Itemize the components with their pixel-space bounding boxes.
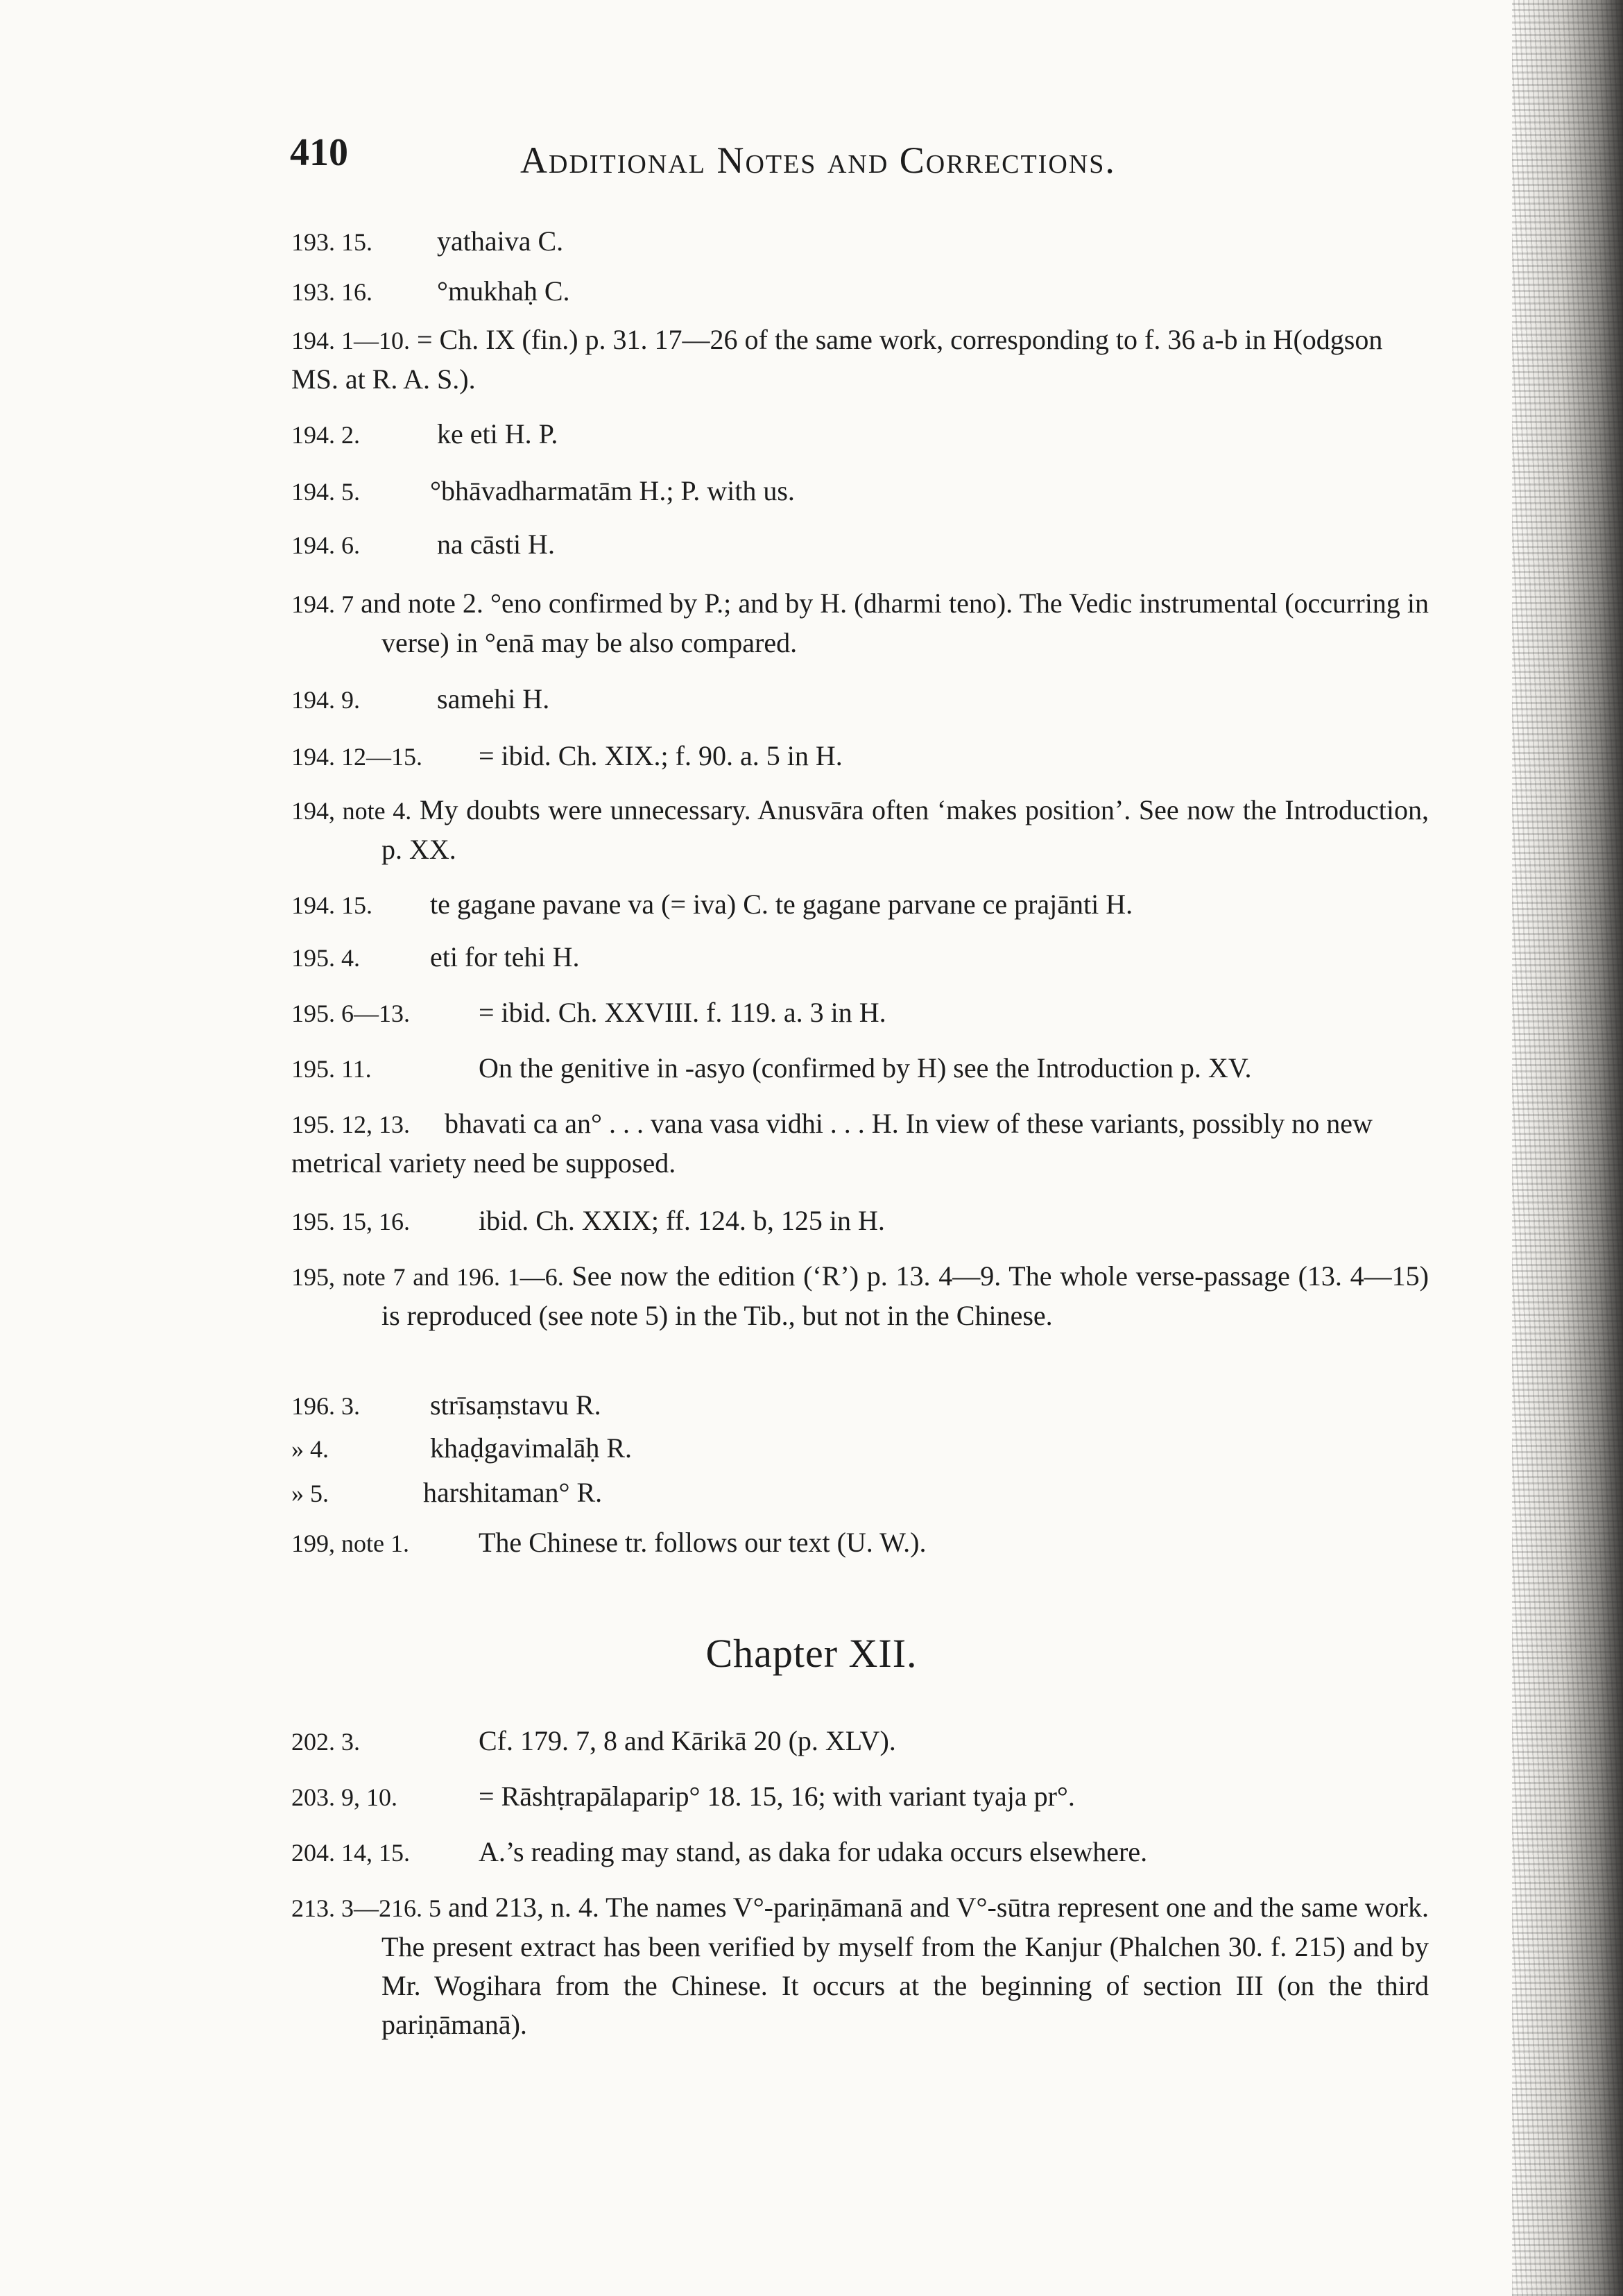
note-text: The Chinese tr. follows our text (U. W.). <box>479 1527 927 1558</box>
note-ref: 204. 14, 15. <box>291 1839 410 1867</box>
note-text: = ibid. Ch. XXVIII. f. 119. a. 3 in H. <box>479 997 886 1028</box>
note-entry <box>291 1722 1429 1761</box>
note-text: khaḍgavimalāḥ R. <box>430 1432 633 1464</box>
note-ref: 196. 3. <box>291 1392 360 1420</box>
note-ref: 194, note 4. <box>291 797 412 825</box>
note-ref: 193. 16. <box>291 278 372 306</box>
note-text: °bhāvadharmatām H.; P. with us. <box>430 475 795 506</box>
note-entry <box>291 1888 1429 2044</box>
note-entry <box>291 1386 1429 1425</box>
note-ref: 195. 4. <box>291 944 360 972</box>
note-text: ke eti H. P. <box>437 418 558 449</box>
note-entry <box>291 1777 1429 1817</box>
note-entry <box>291 938 1429 977</box>
note-entry <box>291 737 1429 776</box>
note-text: samehi H. <box>437 683 550 714</box>
note-text: ibid. Ch. XXIX; ff. 124. b, 125 in H. <box>479 1205 885 1236</box>
note-text: bhavati ca an° . . . vana vasa vidhi . . . H. In view of these variants, possibly no new metrical variety need be supposed. <box>291 1108 1373 1179</box>
note-entry <box>291 472 1429 511</box>
note-ref: 194. 9. <box>291 686 360 714</box>
note-text: na cāsti H. <box>437 529 555 560</box>
note-entry <box>291 1104 1429 1183</box>
note-text: and note 2. °eno confirmed by P.; and by H. (dharmi teno). The Vedic instrumental (occurring in verse) in °enā may be also compared. <box>361 588 1429 658</box>
note-text: Cf. 179. 7, 8 and Kārikā 20 (p. XLV). <box>479 1725 896 1756</box>
note-entry <box>291 1201 1429 1241</box>
note-text: te gagane pavane va (= iva) C. te gagane parvane ce prajānti H. <box>430 889 1133 920</box>
note-text: = Ch. IX (fin.) p. 31. 17—26 of the same work, corresponding to f. 36 a-b in H(odgson MS. at R. A. S.). <box>291 324 1383 395</box>
note-ref: 194. 1—10. <box>291 327 410 354</box>
note-entry <box>291 1429 1429 1468</box>
note-entry <box>291 993 1429 1033</box>
note-ref: 194. 5. <box>291 478 360 506</box>
note-entry <box>291 791 1429 869</box>
note-text: strīsaṃstavu R. <box>430 1389 601 1421</box>
note-text: °mukhaḥ C. <box>437 275 570 307</box>
note-ref: 195. 6—13. <box>291 1000 410 1027</box>
note-entry <box>291 1523 1429 1563</box>
note-text: = ibid. Ch. XIX.; f. 90. a. 5 in H. <box>479 740 843 771</box>
note-entry <box>291 1257 1429 1335</box>
note-text: harshitaman° R. <box>423 1477 603 1508</box>
note-ref: 199, note 1. <box>291 1530 409 1557</box>
note-text: See now the edition (‘R’) p. 13. 4—9. The whole verse-passage (13. 4—15) is reproduced (see note 5) in the Tib., but not in the Chinese. <box>381 1260 1429 1331</box>
note-text: and 213, n. 4. The names V°-pariṇāmanā and V°-sūtra represent one and the same work. The present extract has been verified by myself from the Kanjur (Phalchen 30. f. 215) and by Mr. Wogihara from the Chinese. It occurs at the beginning of section III (on the third pariṇāmanā). <box>381 1892 1429 2040</box>
note-ref: 193. 15. <box>291 228 372 256</box>
note-text: A.’s reading may stand, as daka for udaka occurs elsewhere. <box>479 1836 1148 1867</box>
note-entry <box>291 415 1429 454</box>
note-text: = Rāshṭrapālaparip° 18. 15, 16; with variant tyaja pr°. <box>479 1781 1075 1812</box>
note-entry <box>291 222 1429 262</box>
note-ref: 194. 12—15. <box>291 743 422 771</box>
note-ref: 195. 12, 13. <box>291 1111 410 1138</box>
note-ref: 195, note 7 and 196. 1—6. <box>291 1263 564 1291</box>
note-ref: » 5. <box>291 1480 329 1507</box>
note-text: On the genitive in -asyo (confirmed by H) see the Introduction p. XV. <box>479 1052 1252 1083</box>
note-ref: 203. 9, 10. <box>291 1783 397 1811</box>
note-ref: 194. 15. <box>291 891 372 919</box>
note-ref: » 4. <box>291 1435 329 1463</box>
page-number: 410 <box>290 131 348 174</box>
note-entry <box>291 525 1429 565</box>
chapter-heading: Chapter XII. <box>705 1631 918 1676</box>
note-ref: 194. 2. <box>291 421 360 449</box>
note-text: yathaiva C. <box>437 225 564 257</box>
note-text: eti for tehi H. <box>430 941 580 973</box>
note-entry <box>291 584 1429 662</box>
note-entry <box>291 272 1429 311</box>
note-entry <box>291 885 1429 925</box>
note-entry <box>291 1473 1429 1513</box>
note-entry <box>291 680 1429 719</box>
note-entry <box>291 1049 1429 1088</box>
note-entry <box>291 1833 1429 1872</box>
note-ref: 194. 6. <box>291 531 360 559</box>
note-ref: 195. 11. <box>291 1055 372 1083</box>
note-ref: 202. 3. <box>291 1728 360 1756</box>
note-entry <box>291 320 1429 399</box>
note-text: My doubts were unnecessary. Anusvāra often ‘makes position’. See now the Introduction, p. XX. <box>381 794 1429 865</box>
note-ref: 213. 3—216. 5 <box>291 1894 442 1922</box>
note-ref: 194. 7 <box>291 590 354 618</box>
running-head: Additional Notes and Corrections. <box>520 139 1116 181</box>
note-ref: 195. 15, 16. <box>291 1208 410 1235</box>
